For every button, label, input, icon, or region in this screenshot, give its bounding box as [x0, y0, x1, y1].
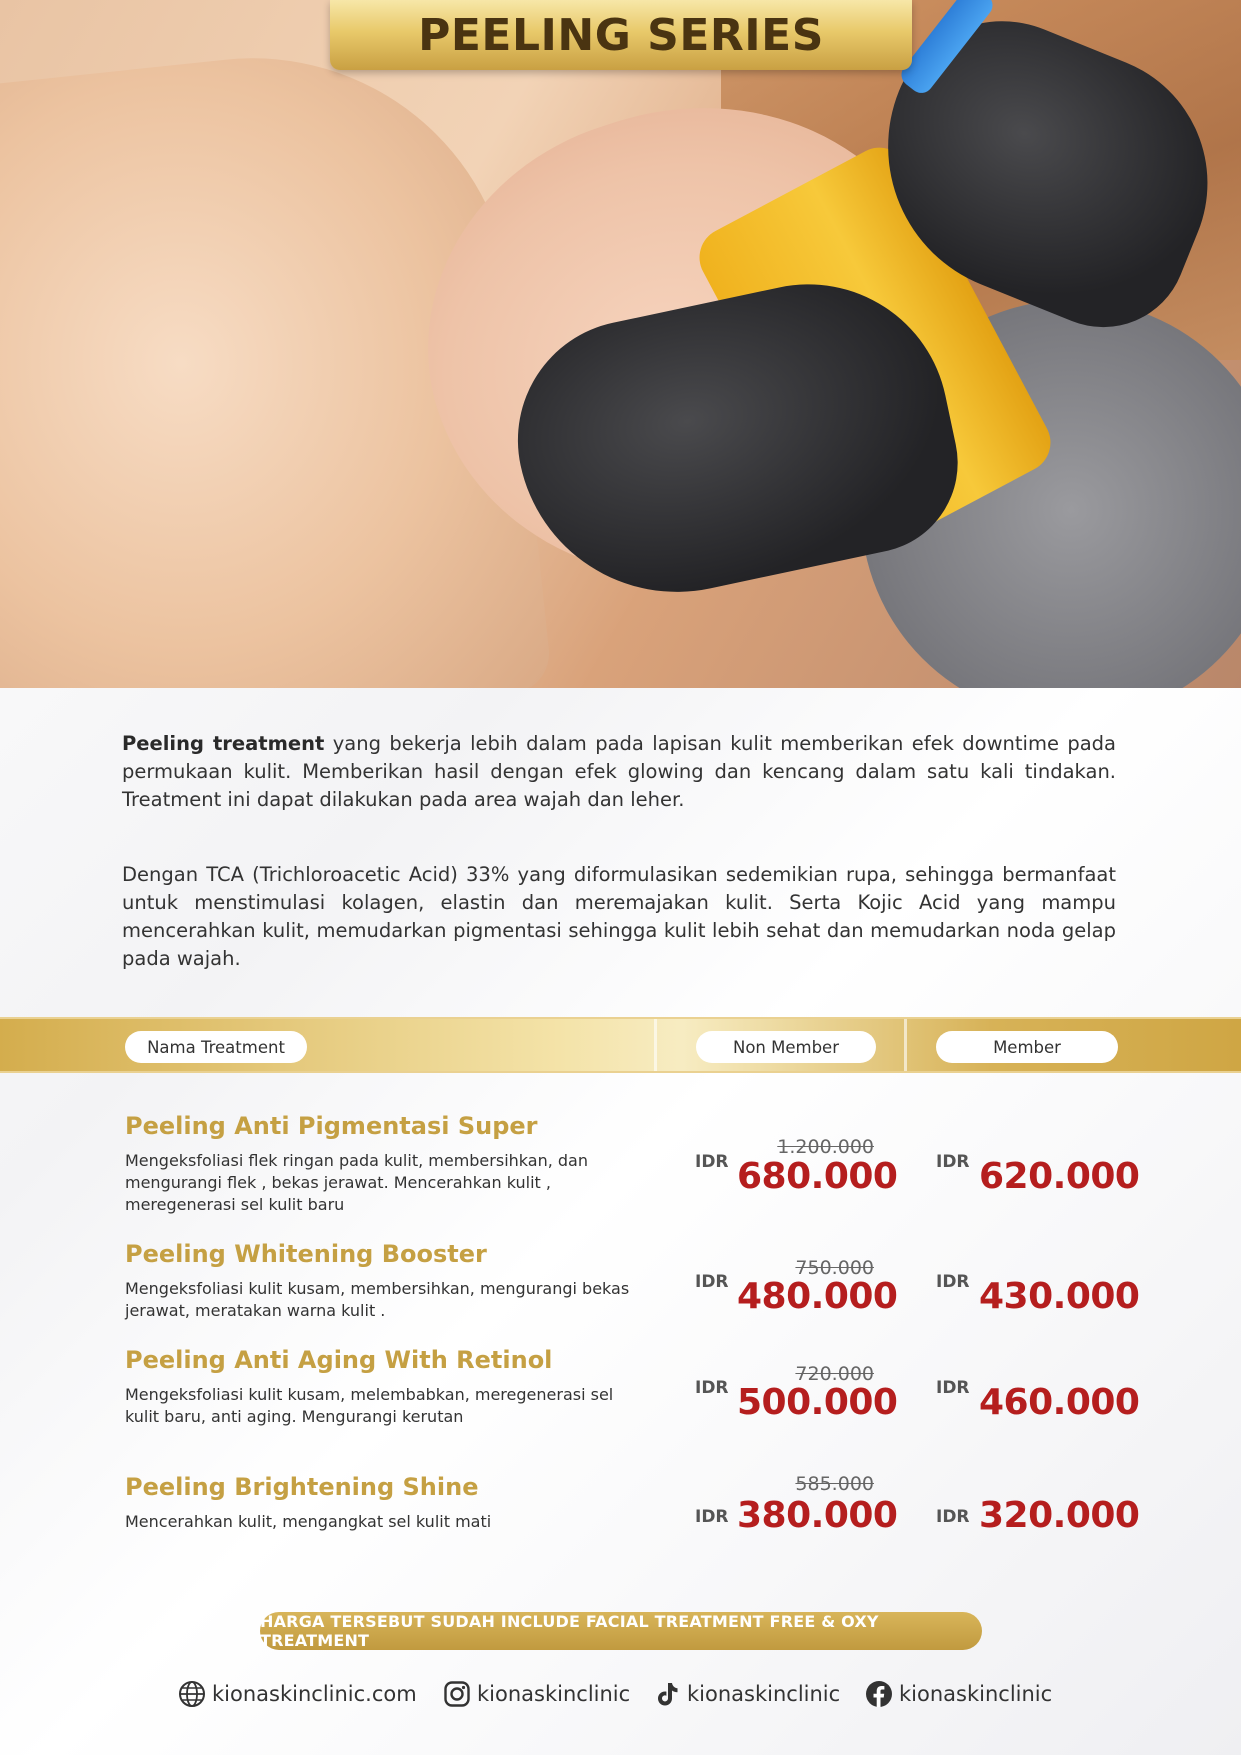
currency-label: IDR — [695, 1378, 729, 1398]
non-member-price: 380.000 — [737, 1495, 898, 1536]
treatment-name: Peeling Brightening Shine — [125, 1473, 479, 1501]
treatment-name: Peeling Anti Aging With Retinol — [125, 1346, 553, 1374]
currency-label: IDR — [936, 1507, 970, 1527]
currency-label: IDR — [695, 1507, 729, 1527]
member-price: 460.000 — [979, 1382, 1140, 1423]
social-instagram[interactable] — [443, 1680, 630, 1708]
currency-label: IDR — [695, 1152, 729, 1172]
currency-label: IDR — [936, 1378, 970, 1398]
intro-paragraph-2: Dengan TCA (Trichloroacetic Acid) 33% yang diformulasikan sedemikian rupa, sehingga bermanfaat untuk menstimulasi kolagen, elastin dan meremajakan kulit. Serta Kojic Acid yang mampu mencerahkan kulit, memudarkan pigmentasi sehingga kulit lebih sehat dan memudarkan noda gelap pada wajah. — [122, 863, 1116, 970]
non-member-price: 500.000 — [737, 1382, 898, 1423]
treatment-name: Peeling Whitening Booster — [125, 1240, 487, 1268]
treatment-name: Peeling Anti Pigmentasi Super — [125, 1112, 538, 1140]
instagram-text: kionaskinclinic — [477, 1682, 631, 1706]
old-price: 1.200.000 — [777, 1136, 874, 1158]
old-price: 750.000 — [795, 1257, 874, 1279]
included-note: HARGA TERSEBUT SUDAH INCLUDE FACIAL TREATMENT FREE & OXY TREATMENT — [260, 1612, 982, 1650]
page-title: PEELING SERIES — [418, 9, 824, 61]
tiktok-text: kionaskinclinic — [687, 1682, 841, 1706]
header-name-pill: Nama Treatment — [125, 1031, 307, 1063]
instagram-icon — [443, 1680, 471, 1708]
table-header — [0, 1017, 1241, 1073]
treatment-desc: Mengeksfoliasi kulit kusam, melembabkan, meregenerasi sel kulit baru, anti aging. Mengurangi kerutan — [125, 1385, 614, 1426]
member-price: 430.000 — [979, 1276, 1140, 1317]
header-non-member-pill: Non Member — [696, 1031, 876, 1063]
currency-label: IDR — [936, 1152, 970, 1172]
member-price: 620.000 — [979, 1156, 1140, 1197]
currency-label: IDR — [936, 1272, 970, 1292]
tiktok-icon — [653, 1680, 681, 1708]
facebook-icon — [865, 1680, 893, 1708]
intro-paragraph — [122, 730, 1116, 814]
intro-text: yang bekerja lebih dalam pada lapisan kulit memberikan efek downtime pada permukaan kulit. Memberikan hasil dengan efek glowing dan kencang dalam satu kali tindakan. Treatment ini dapat dilakukan pada area wajah dan leher. — [122, 732, 1116, 811]
treatment-desc: Mengeksfoliasi kulit kusam, membersihkan, mengurangi bekas jerawat, meratakan warna kulit . — [125, 1279, 630, 1320]
member-price: 320.000 — [979, 1495, 1140, 1536]
currency-label: IDR — [695, 1272, 729, 1292]
facebook-text: kionaskinclinic — [899, 1682, 1053, 1706]
old-price: 585.000 — [795, 1473, 874, 1495]
website-text: kionaskinclinic.com — [212, 1682, 417, 1706]
title-banner — [330, 0, 912, 70]
treatment-desc: Mengeksfoliasi flek ringan pada kulit, membersihkan, dan mengurangi flek , bekas jerawat. Mencerahkan kulit , meregenerasi sel kulit baru — [125, 1151, 588, 1214]
treatment-desc: Mencerahkan kulit, mengangkat sel kulit mati — [125, 1512, 492, 1531]
social-tiktok[interactable] — [653, 1680, 840, 1708]
header-divider — [654, 1019, 657, 1071]
header-divider — [904, 1019, 907, 1071]
non-member-price: 480.000 — [737, 1276, 898, 1317]
old-price: 720.000 — [795, 1363, 874, 1385]
hero-photo — [0, 0, 1241, 688]
social-website[interactable] — [178, 1680, 417, 1708]
intro-bold: Peeling treatment — [122, 732, 325, 755]
header-member-pill: Member — [936, 1031, 1118, 1063]
globe-icon — [178, 1680, 206, 1708]
social-facebook[interactable] — [865, 1680, 1052, 1708]
non-member-price: 680.000 — [737, 1156, 898, 1197]
